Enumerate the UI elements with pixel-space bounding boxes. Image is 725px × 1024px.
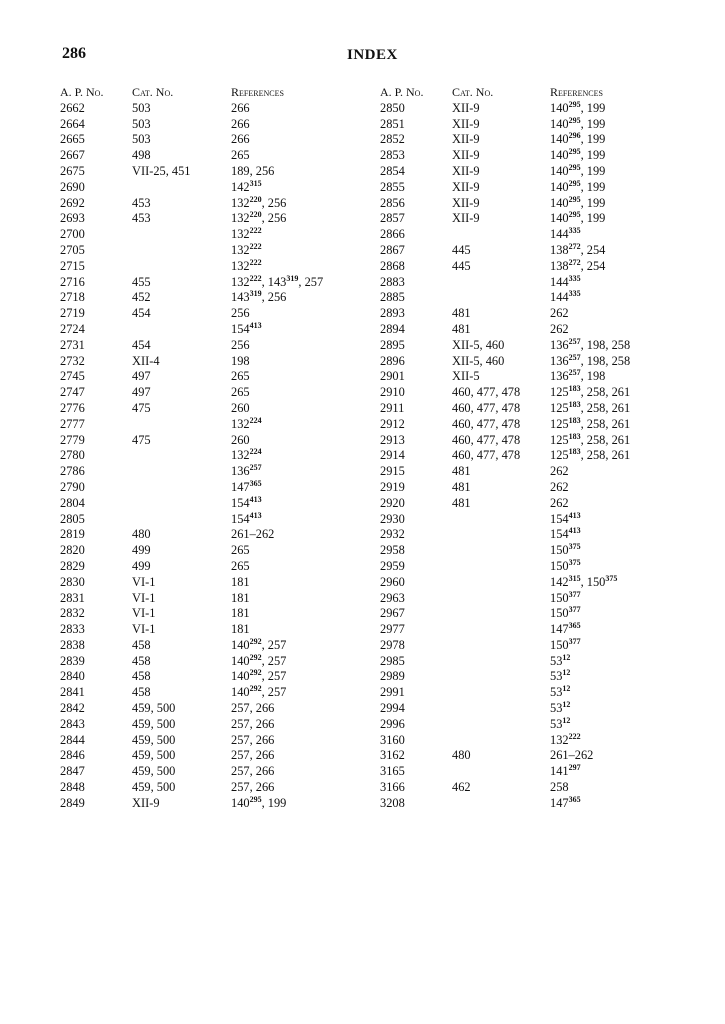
- ap-number: 2790: [60, 479, 85, 494]
- ap-number: 2832: [60, 606, 85, 621]
- ap-number: 2867: [380, 242, 405, 257]
- ap-number: 2960: [380, 574, 405, 589]
- ap-number: 2985: [380, 653, 405, 668]
- references: 266: [231, 116, 250, 131]
- cat-number: XII-4: [132, 353, 160, 368]
- ap-number: 3166: [380, 780, 405, 795]
- ap-number: 2732: [60, 353, 85, 368]
- ap-number: 2667: [60, 148, 85, 163]
- ap-number: 2977: [380, 622, 405, 637]
- references: $150^{377}$: [550, 605, 581, 621]
- references: $132^{222}$, $143^{319}$, 257: [231, 273, 324, 289]
- ap-number: 2868: [380, 258, 405, 273]
- ap-number: 2991: [380, 685, 405, 700]
- references: 265: [231, 543, 250, 558]
- ap-number: 2675: [60, 163, 85, 178]
- references: 257, 266: [231, 732, 275, 747]
- references: $144^{335}$: [550, 226, 581, 242]
- ap-number: 2856: [380, 195, 405, 210]
- references: $144^{335}$: [550, 273, 581, 289]
- references: $150^{375}$: [550, 542, 581, 558]
- ap-number: 2854: [380, 163, 405, 178]
- references: 256: [231, 306, 250, 321]
- ap-number: 2839: [60, 653, 85, 668]
- ap-number: 2996: [380, 716, 405, 731]
- ap-number: 2690: [60, 179, 85, 194]
- cat-number: XII-9: [452, 195, 480, 210]
- cat-number: 480: [132, 527, 151, 542]
- cat-number: 453: [132, 211, 151, 226]
- references: $140^{295}$, 199: [550, 147, 606, 163]
- cat-number: 459, 500: [132, 780, 176, 795]
- references: $140^{295}$, 199: [550, 210, 606, 226]
- references: $53^{12}$: [550, 684, 571, 700]
- references: $140^{292}$, 257: [231, 652, 287, 668]
- references: 262: [550, 495, 569, 510]
- ap-number: 2692: [60, 195, 85, 210]
- ap-number: 2915: [380, 464, 405, 479]
- ap-number: 2664: [60, 116, 85, 131]
- ap-number: 2911: [380, 400, 405, 415]
- ap-number: 2830: [60, 574, 85, 589]
- ap-number: 2693: [60, 211, 85, 226]
- references: 198: [231, 353, 250, 368]
- references: $140^{295}$, 199: [550, 162, 606, 178]
- references: 262: [550, 321, 569, 336]
- ap-number: 3160: [380, 732, 405, 747]
- cat-number: 454: [132, 306, 151, 321]
- cat-number: XII-5, 460: [452, 337, 505, 352]
- cat-number: 458: [132, 653, 151, 668]
- ap-number: 2829: [60, 558, 85, 573]
- references: $141^{297}$: [550, 763, 581, 779]
- references: $132^{220}$, 256: [231, 194, 287, 210]
- ap-number: 2776: [60, 400, 85, 415]
- cat-number: VI-1: [132, 590, 156, 605]
- references: $132^{220}$, 256: [231, 210, 287, 226]
- references: $147^{365}$: [550, 794, 581, 810]
- cat-number: XII-9: [132, 795, 160, 810]
- ap-number: 2894: [380, 321, 405, 336]
- cat-number: XII-9: [452, 163, 480, 178]
- references: $132^{222}$: [231, 241, 262, 257]
- references: $150^{375}$: [550, 557, 581, 573]
- ap-number: 2920: [380, 495, 405, 510]
- ap-number: 2896: [380, 353, 405, 368]
- ap-number: 2731: [60, 337, 85, 352]
- ap-number: 2848: [60, 780, 85, 795]
- ap-number: 2852: [380, 132, 405, 147]
- references: $140^{295}$, 199: [550, 99, 606, 115]
- references: $150^{377}$: [550, 636, 581, 652]
- references: $132^{222}$: [550, 731, 581, 747]
- references: 256: [231, 337, 250, 352]
- header-ap-no: A. P. No.: [60, 85, 104, 99]
- ap-number: 2840: [60, 669, 85, 684]
- ap-number: 2719: [60, 306, 85, 321]
- references: $147^{365}$: [231, 478, 262, 494]
- ap-number: 2910: [380, 385, 405, 400]
- references: $140^{296}$, 199: [550, 131, 606, 147]
- references: $144^{335}$: [550, 289, 581, 305]
- ap-number: 2847: [60, 764, 85, 779]
- cat-number: 497: [132, 369, 151, 384]
- cat-number: 455: [132, 274, 151, 289]
- ap-number: 2857: [380, 211, 405, 226]
- cat-number: 458: [132, 685, 151, 700]
- cat-number: 481: [452, 464, 471, 479]
- header-cat-no: Cat. No.: [132, 85, 174, 99]
- ap-number: 2853: [380, 148, 405, 163]
- cat-number: 497: [132, 385, 151, 400]
- references: $140^{292}$, 257: [231, 684, 287, 700]
- references: $125^{183}$, 258, 261: [550, 431, 631, 447]
- ap-number: 2715: [60, 258, 85, 273]
- ap-number: 2841: [60, 685, 85, 700]
- ap-number: 2883: [380, 274, 405, 289]
- ap-number: 2989: [380, 669, 405, 684]
- cat-number: XII-9: [452, 132, 480, 147]
- page-number: 286: [62, 45, 86, 62]
- cat-number: 460, 477, 478: [452, 416, 521, 431]
- references: $142^{315}$, $150^{375}$: [550, 573, 618, 589]
- cat-number: 459, 500: [132, 764, 176, 779]
- header-references: References: [550, 85, 603, 99]
- cat-number: XII-9: [452, 100, 480, 115]
- cat-number: 503: [132, 100, 151, 115]
- ap-number: 2820: [60, 543, 85, 558]
- references: 260: [231, 432, 250, 447]
- cat-number: 503: [132, 132, 151, 147]
- references: 257, 266: [231, 748, 275, 763]
- cat-number: VI-1: [132, 622, 156, 637]
- ap-number: 2851: [380, 116, 405, 131]
- ap-number: 3165: [380, 764, 405, 779]
- cat-number: 458: [132, 669, 151, 684]
- ap-number: 2718: [60, 290, 85, 305]
- cat-number: 458: [132, 637, 151, 652]
- ap-number: 2705: [60, 242, 85, 257]
- cat-number: 454: [132, 337, 151, 352]
- ap-number: 2914: [380, 448, 405, 463]
- cat-number: VII-25, 451: [132, 163, 191, 178]
- references: $136^{257}$, 198, 258: [550, 352, 631, 368]
- ap-number: 2779: [60, 432, 85, 447]
- ap-number: 2913: [380, 432, 405, 447]
- cat-number: 498: [132, 148, 151, 163]
- ap-number: 3162: [380, 748, 405, 763]
- ap-number: 2885: [380, 290, 405, 305]
- cat-number: XII-9: [452, 148, 480, 163]
- references: 181: [231, 574, 250, 589]
- ap-number: 2866: [380, 227, 405, 242]
- references: $125^{183}$, 258, 261: [550, 447, 631, 463]
- cat-number: VI-1: [132, 574, 156, 589]
- ap-number: 2959: [380, 558, 405, 573]
- references: 257, 266: [231, 701, 275, 716]
- cat-number: XII-9: [452, 116, 480, 131]
- ap-number: 2662: [60, 100, 85, 115]
- references: 257, 266: [231, 764, 275, 779]
- header-cat-no: Cat. No.: [452, 85, 494, 99]
- references: 266: [231, 100, 250, 115]
- cat-number: 475: [132, 432, 151, 447]
- cat-number: 459, 500: [132, 748, 176, 763]
- cat-number: 462: [452, 780, 471, 795]
- ap-number: 2833: [60, 622, 85, 637]
- references: $140^{295}$, 199: [550, 194, 606, 210]
- references: $138^{272}$, 254: [550, 241, 606, 257]
- references: $53^{12}$: [550, 715, 571, 731]
- references: $136^{257}$, 198: [550, 368, 606, 384]
- cat-number: 503: [132, 116, 151, 131]
- cat-number: XII-5: [452, 369, 480, 384]
- cat-number: XII-9: [452, 179, 480, 194]
- ap-number: 2844: [60, 732, 85, 747]
- references: 181: [231, 606, 250, 621]
- references: 261–262: [550, 748, 594, 763]
- ap-number: 2724: [60, 321, 85, 336]
- cat-number: 445: [452, 258, 471, 273]
- references: 262: [550, 464, 569, 479]
- ap-number: 2846: [60, 748, 85, 763]
- cat-number: 475: [132, 400, 151, 415]
- references: 258: [550, 780, 569, 795]
- references: $125^{183}$, 258, 261: [550, 384, 631, 400]
- cat-number: VI-1: [132, 606, 156, 621]
- cat-number: 481: [452, 321, 471, 336]
- ap-number: 2932: [380, 527, 405, 542]
- cat-number: 459, 500: [132, 732, 176, 747]
- references: $132^{222}$: [231, 257, 262, 273]
- cat-number: 460, 477, 478: [452, 448, 521, 463]
- references: 260: [231, 400, 250, 415]
- ap-number: 2895: [380, 337, 405, 352]
- cat-number: 460, 477, 478: [452, 400, 521, 415]
- header-references: References: [231, 85, 284, 99]
- cat-number: XII-5, 460: [452, 353, 505, 368]
- header-ap-no: A. P. No.: [380, 85, 424, 99]
- cat-number: 460, 477, 478: [452, 432, 521, 447]
- references: $140^{292}$, 257: [231, 636, 287, 652]
- references: 257, 266: [231, 780, 275, 795]
- ap-number: 2930: [380, 511, 405, 526]
- page-title: INDEX: [347, 47, 398, 63]
- ap-number: 2838: [60, 637, 85, 652]
- cat-number: 480: [452, 748, 471, 763]
- references: $154^{413}$: [231, 510, 262, 526]
- ap-number: 2747: [60, 385, 85, 400]
- ap-number: 2850: [380, 100, 405, 115]
- references: 261–262: [231, 527, 275, 542]
- cat-number: 459, 500: [132, 701, 176, 716]
- cat-number: XII-9: [452, 211, 480, 226]
- ap-number: 2804: [60, 495, 85, 510]
- references: 181: [231, 622, 250, 637]
- ap-number: 2786: [60, 464, 85, 479]
- references: 262: [550, 306, 569, 321]
- references: $154^{413}$: [550, 510, 581, 526]
- cat-number: 481: [452, 495, 471, 510]
- cat-number: 481: [452, 479, 471, 494]
- ap-number: 2843: [60, 716, 85, 731]
- ap-number: 2855: [380, 179, 405, 194]
- ap-number: 2700: [60, 227, 85, 242]
- cat-number: 452: [132, 290, 151, 305]
- references: $140^{292}$, 257: [231, 668, 287, 684]
- ap-number: 2805: [60, 511, 85, 526]
- references: $147^{365}$: [550, 621, 581, 637]
- ap-number: 2819: [60, 527, 85, 542]
- ap-number: 2780: [60, 448, 85, 463]
- references: 181: [231, 590, 250, 605]
- references: $132^{224}$: [231, 415, 262, 431]
- references: 262: [550, 479, 569, 494]
- references: $125^{183}$, 258, 261: [550, 399, 631, 415]
- ap-number: 2893: [380, 306, 405, 321]
- references: $53^{12}$: [550, 652, 571, 668]
- ap-number: 3208: [380, 795, 405, 810]
- references: $136^{257}$, 198, 258: [550, 336, 631, 352]
- references: $125^{183}$, 258, 261: [550, 415, 631, 431]
- references: 265: [231, 148, 250, 163]
- references: $136^{257}$: [231, 463, 262, 479]
- ap-number: 2994: [380, 701, 405, 716]
- references: 189, 256: [231, 163, 275, 178]
- ap-number: 2842: [60, 701, 85, 716]
- ap-number: 2716: [60, 274, 85, 289]
- references: 265: [231, 385, 250, 400]
- ap-number: 2978: [380, 637, 405, 652]
- ap-number: 2958: [380, 543, 405, 558]
- references: $53^{12}$: [550, 700, 571, 716]
- references: $140^{295}$, 199: [550, 178, 606, 194]
- references: $154^{413}$: [231, 494, 262, 510]
- references: $150^{377}$: [550, 589, 581, 605]
- references: $53^{12}$: [550, 668, 571, 684]
- ap-number: 2777: [60, 416, 85, 431]
- cat-number: 445: [452, 242, 471, 257]
- references: 265: [231, 558, 250, 573]
- references: 266: [231, 132, 250, 147]
- ap-number: 2912: [380, 416, 405, 431]
- references: 265: [231, 369, 250, 384]
- ap-number: 2665: [60, 132, 85, 147]
- references: $140^{295}$, 199: [231, 794, 287, 810]
- references: $132^{224}$: [231, 447, 262, 463]
- references: $154^{413}$: [550, 526, 581, 542]
- cat-number: 453: [132, 195, 151, 210]
- cat-number: 460, 477, 478: [452, 385, 521, 400]
- references: $132^{222}$: [231, 226, 262, 242]
- references: 257, 266: [231, 716, 275, 731]
- ap-number: 2901: [380, 369, 405, 384]
- ap-number: 2963: [380, 590, 405, 605]
- ap-number: 2745: [60, 369, 85, 384]
- references: $142^{315}$: [231, 178, 262, 194]
- cat-number: 499: [132, 543, 151, 558]
- ap-number: 2967: [380, 606, 405, 621]
- ap-number: 2919: [380, 479, 405, 494]
- cat-number: 499: [132, 558, 151, 573]
- references: $154^{413}$: [231, 320, 262, 336]
- references: $138^{272}$, 254: [550, 257, 606, 273]
- references: $143^{319}$, 256: [231, 289, 287, 305]
- ap-number: 2831: [60, 590, 85, 605]
- ap-number: 2849: [60, 795, 85, 810]
- cat-number: 481: [452, 306, 471, 321]
- references: $140^{295}$, 199: [550, 115, 606, 131]
- cat-number: 459, 500: [132, 716, 176, 731]
